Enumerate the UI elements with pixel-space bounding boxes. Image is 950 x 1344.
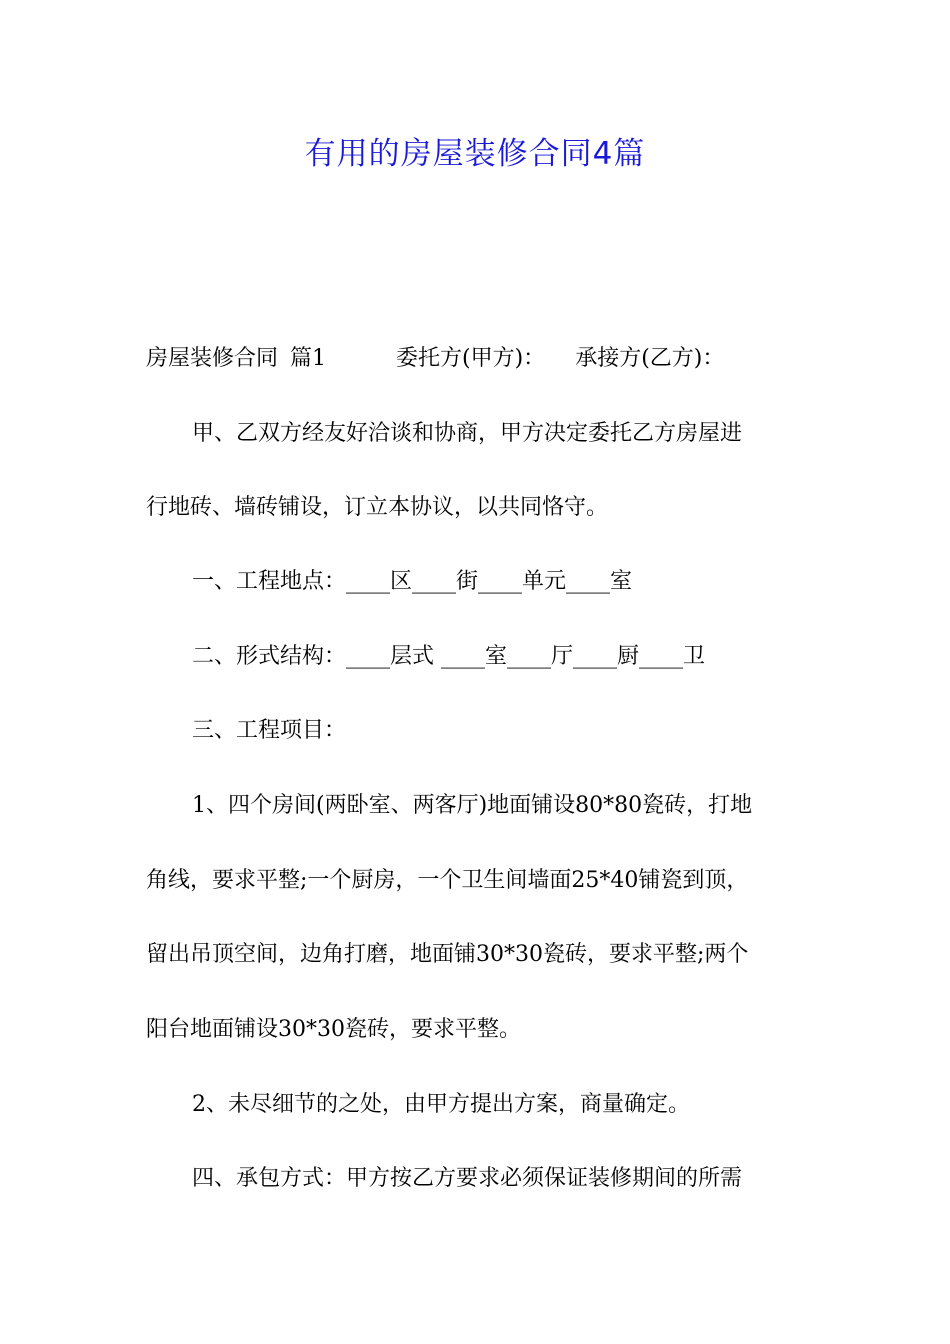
item-1-line-4: 阳台地面铺设30*30瓷砖，要求平整。 — [146, 1017, 521, 1042]
contract-name: 房屋装修合同 — [146, 346, 279, 371]
item-1-line-3: 留出吊顶空间，边角打磨，地面铺30*30瓷砖，要求平整;两个 — [146, 942, 749, 967]
party-a-label: 委托方(甲方)： — [396, 346, 546, 371]
clause-project-items: 三、工程项目： — [192, 718, 347, 743]
document-title: 有用的房屋装修合同4篇 — [304, 136, 646, 172]
item-1-line-1: 1、四个房间(两卧室、两客厅)地面铺设80*80瓷砖，打地 — [192, 793, 753, 818]
clause-contract-method: 四、承包方式：甲方按乙方要求必须保证装修期间的所需 — [192, 1166, 743, 1191]
item-1-line-2: 角线，要求平整;一个厨房，一个卫生间墙面25*40铺瓷到顶， — [146, 868, 749, 893]
clause-structure: 二、形式结构：____层式 ____室____厅____厨____卫 — [192, 644, 705, 669]
contract-header-line — [146, 344, 816, 374]
paragraph-intro-line-1: 甲、乙双方经友好洽谈和协商，甲方决定委托乙方房屋进 — [192, 421, 743, 446]
party-b-label: 承接方(乙方)： — [575, 346, 725, 371]
item-2: 2、未尽细节的之处，由甲方提出方案，商量确定。 — [192, 1092, 690, 1117]
clause-project-location: 一、工程地点：____区____街____单元____室 — [192, 569, 633, 594]
paragraph-intro-line-2: 行地砖、墙砖铺设，订立本协议，以共同恪守。 — [146, 495, 609, 520]
contract-article: 篇1 — [290, 346, 327, 371]
